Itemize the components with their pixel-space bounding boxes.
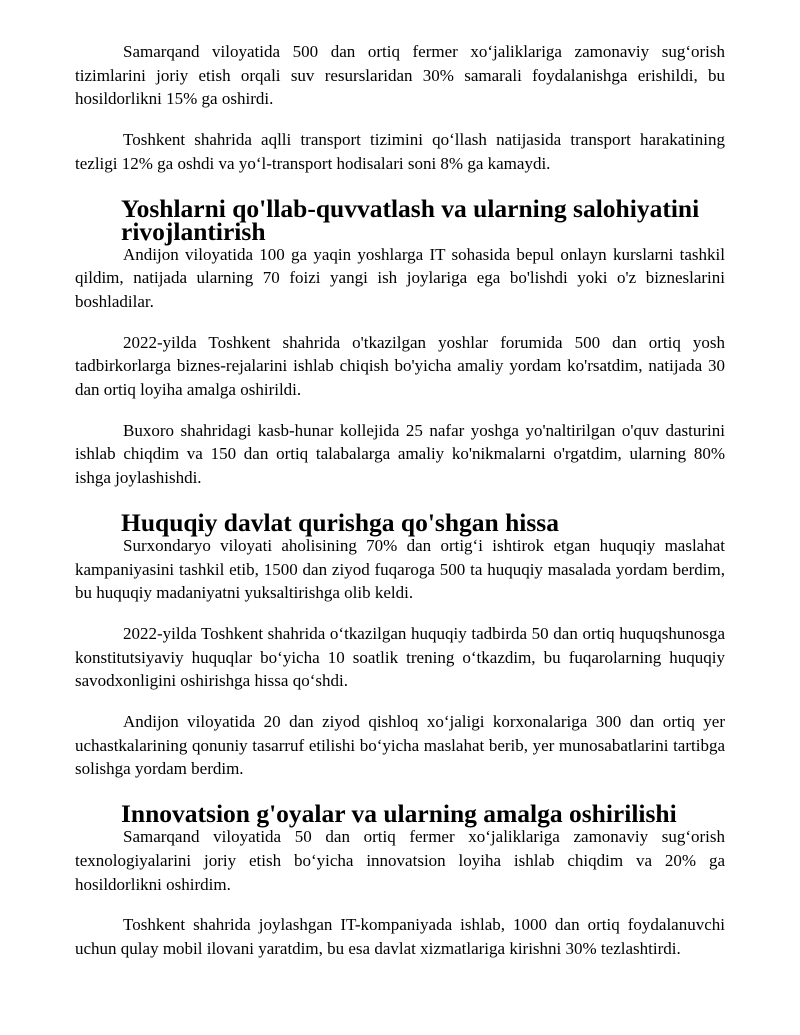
section-paragraph: Andijon viloyatida 20 dan ziyod qishloq xo‘jaligi korxonalariga 300 dan ortiq yer uchastkalarining qonuniy tasarruf etilishi bo‘yicha maslahat berib, yer munosabatlarini tartibga solishga yordam berdim. — [75, 712, 725, 779]
section-paragraph: Buxoro shahridagi kasb-hunar kollejida 25 nafar yoshga yo'naltirilgan o'quv dasturini ishlab chiqdim va 150 dan ortiq talabalarga amaliy ko'nikmalarni o'rgatdim, ularning 80% ishga joylashishdi. — [75, 420, 725, 488]
section-innovation — [75, 799, 725, 961]
intro-paragraph-2: Toshkent shahrida aqlli transport tizimini qo‘llash natijasida transport harakatining tezligi 12% ga oshdi va yo‘l-transport hodisalari soni 8% ga kamaydi. — [75, 130, 725, 173]
section-paragraph: Samarqand viloyatida 50 dan ortiq fermer xo‘jaliklariga zamonaviy sug‘orish texnologiyalarini joriy etish bo‘yicha innovatsion loyiha ishlab chiqdim va 20% ga hosildorlikni oshirdim. — [75, 827, 725, 894]
section-paragraph: 2022-yilda Toshkent shahrida o‘tkazilgan huquqiy tadbirda 50 dan ortiq huquqshunosga konstitutsiyaviy huquqlar bo‘yicha 10 soatlik trening o‘tkazdim, bu fuqarolarning huquqiy savodxonligini oshirishga hissa qo‘shdi. — [75, 623, 725, 691]
section-heading: Innovatsion g'oyalar va ularning amalga oshirilishi — [121, 799, 677, 829]
section-heading: Yoshlarni qo'llab-quvvatlash va ularning salohiyatini rivojlantirish — [121, 193, 700, 246]
section-heading: Huquqiy davlat qurishga qo'shgan hissa — [121, 507, 559, 537]
section-paragraph: Surxondaryo viloyati aholisining 70% dan ortig‘i ishtirok etgan huquqiy maslahat kampaniyasini tashkil etib, 1500 dan ziyod fuqaroga 500 ta huquqiy masalada yordam berdim, bu huquqiy madaniyatni yuksaltirishga olib keldi. — [75, 535, 725, 603]
section-paragraph: 2022-yilda Toshkent shahrida o'tkazilgan yoshlar forumida 500 dan ortiq yosh tadbirkorlarga biznes-rejalarini ishlab chiqish bo'yicha amaliy yordam ko'rsatdim, natijada 30 dan ortiq loyiha amalga oshirildi. — [75, 332, 725, 400]
section-paragraph: Andijon viloyatida 100 ga yaqin yoshlarga IT sohasida bepul onlayn kurslarni tashkil qildim, natijada ularning 70 foizi yangi ish joylariga ega bo'lishdi yoki o'z bizneslarini boshladilar. — [75, 244, 725, 311]
document-page — [75, 40, 725, 978]
section-rule-of-law — [75, 507, 725, 781]
section-youth-support — [75, 193, 725, 490]
intro-paragraph-1: Samarqand viloyatida 500 dan ortiq fermer xo‘jaliklariga zamonaviy sug‘orish tizimlarini joriy etish orqali suv resurslaridan 30% samarali foydalanishga erishildi, bu hosildorlikni 15% ga oshirdi. — [75, 42, 725, 109]
section-paragraph: Toshkent shahrida joylashgan IT-kompaniyada ishlab, 1000 dan ortiq foydalanuvchi uchun qulay mobil ilovani yaratdim, bu esa davlat xizmatlariga kirishni 30% tezlashtirdi. — [75, 915, 725, 958]
